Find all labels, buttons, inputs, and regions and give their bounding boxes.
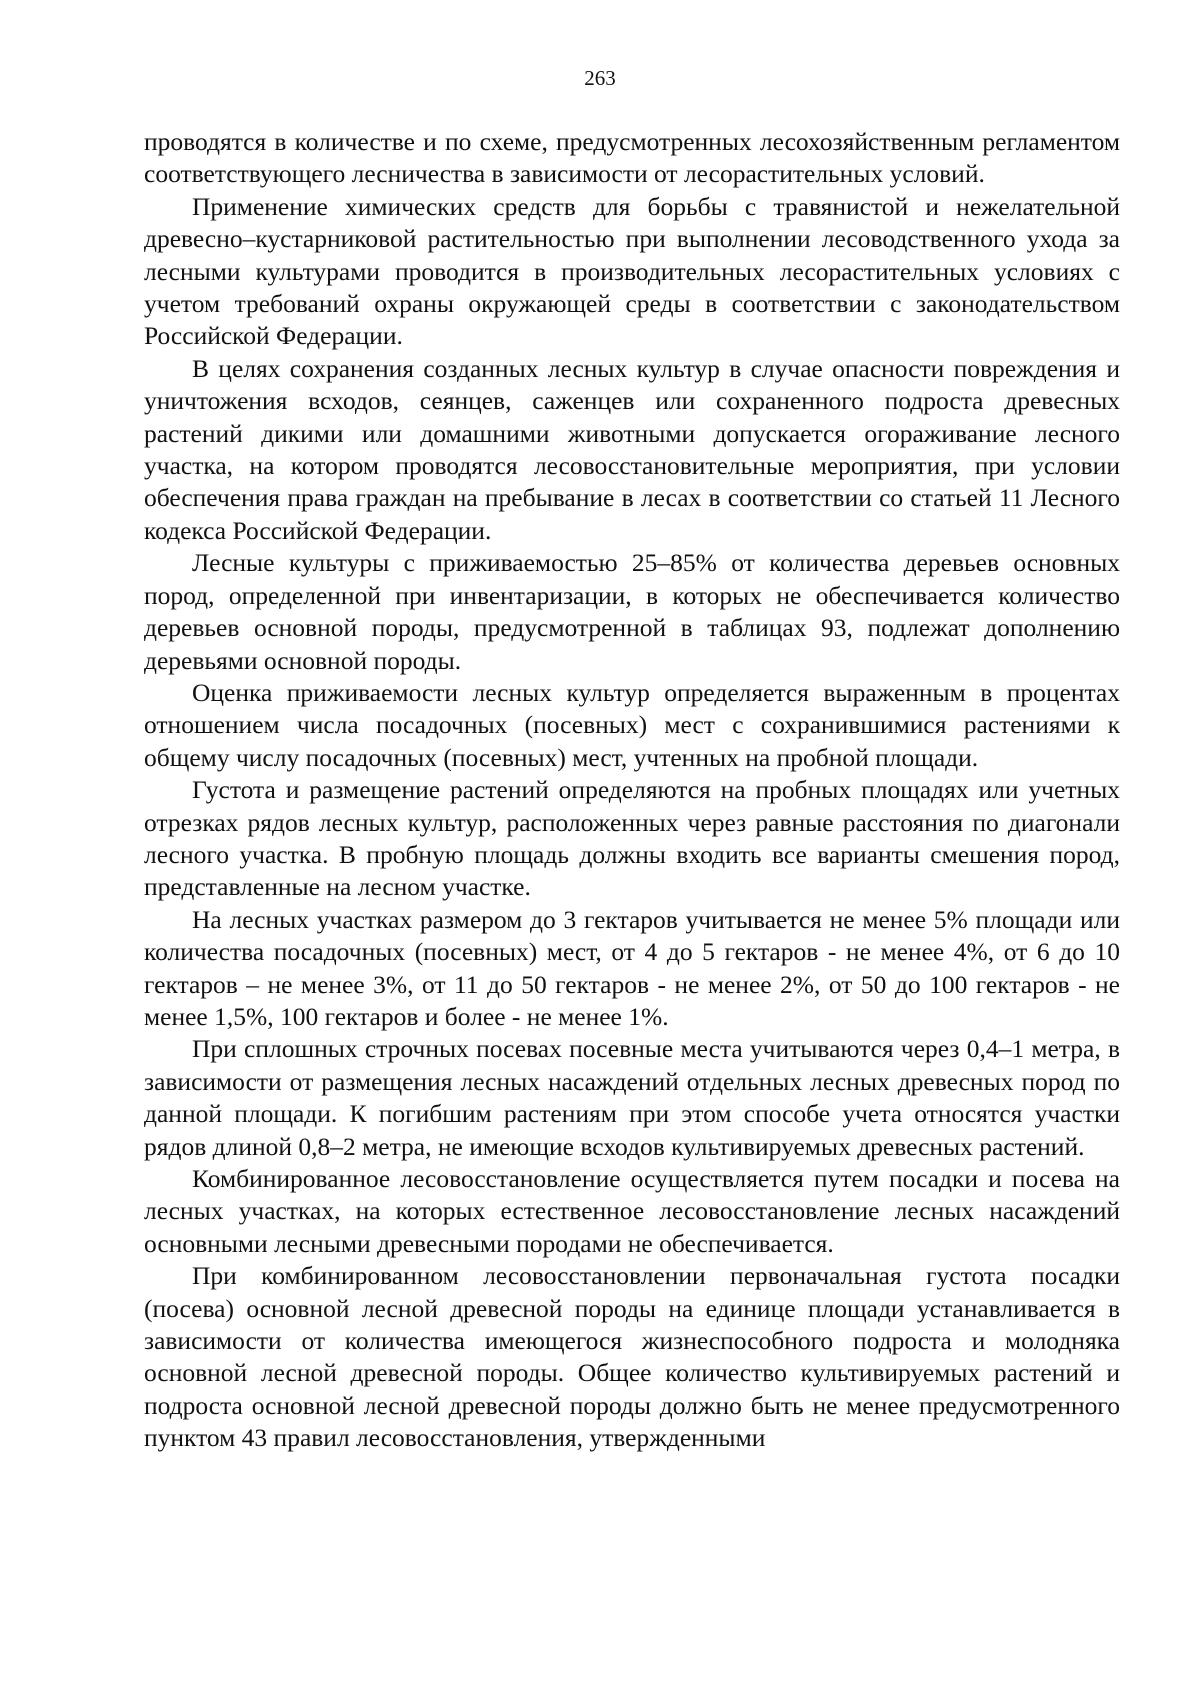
page-number: 263	[584, 66, 616, 90]
document-body	[144, 126, 1120, 1455]
paragraph: Густота и размещение растений определяются на пробных площадях или учетных отрезках рядов лесных культур, расположенных через равные расстояния по диагонали лесного участка. В пробную площадь должны входить все варианты смешения пород, представленные на лесном участке.	[144, 775, 1120, 902]
paragraph: Оценка приживаемости лесных культур определяется выраженным в процентах отношением числа посадочных (посевных) мест с сохранившимися растениями к общему числу посадочных (посевных) мест, учтенных на пробной площади.	[144, 677, 1120, 772]
paragraph-continuation: проводятся в количестве и по схеме, предусмотренных лесохозяйственным регламентом соответствующего лесничества в зависимости от лесорастительных условий.	[144, 127, 1120, 189]
paragraph: Комбинированное лесовосстановление осуществляется путем посадки и посева на лесных участках, на которых естественное лесовосстановление лесных насаждений основными лесными древесными породами не обеспечивается.	[144, 1164, 1120, 1258]
paragraph: В целях сохранения созданных лесных культур в случае опасности повреждения и уничтожения всходов, сеянцев, саженцев или сохраненного подроста древесных растений дикими или домашними животными допускается огораживание лесного участка, на котором проводятся лесовосстановительные мероприятия, при условии обеспечения права граждан на пребывание в лесах в соответствии со статьей 11 Лесного кодекса Российской Федерации.	[144, 353, 1120, 545]
paragraph: На лесных участках размером до 3 гектаров учитывается не менее 5% площади или количества посадочных (посевных) мест, от 4 до 5 гектаров - не менее 4%, от 6 до 10 гектаров – не менее 3%, от 11 до 50 гектаров - не менее 2%, от 50 до 100 гектаров - не менее 1,5%, 100 гектаров и более - не менее 1%.	[144, 904, 1120, 1031]
paragraph: Применение химических средств для борьбы с травянистой и нежелательной древесно–кустарниковой растительностью при выполнении лесоводственного ухода за лесными культурами проводится в производительных лесорастительных условиях с учетом требований охраны окружающей среды в соответствии с законодательством Российской Федерации.	[144, 191, 1120, 351]
paragraph: При комбинированном лесовосстановлении первоначальная густота посадки (посева) основной лесной древесной породы на единице площади устанавливается в зависимости от количества имеющегося жизнеспособного подроста и молодняка основной лесной древесной породы. Общее количество культивируемых растений и подроста основной лесной древесной породы должно быть не менее предусмотренного пунктом 43 правил лесовосстановления, утвержденными	[144, 1261, 1120, 1453]
paragraph: Лесные культуры с приживаемостью 25–85% от количества деревьев основных пород, определенной при инвентаризации, в которых не обеспечивается количество деревьев основной породы, предусмотренной в таблицах 93, подлежат дополнению деревьями основной породы.	[144, 548, 1120, 675]
paragraph: При сплошных строчных посевах посевные места учитываются через 0,4–1 метра, в зависимости от размещения лесных насаждений отдельных лесных древесных пород по данной площади. К погибшим растениям при этом способе учета относятся участки рядов длиной 0,8–2 метра, не имеющие всходов культивируемых древесных растений.	[144, 1034, 1120, 1161]
